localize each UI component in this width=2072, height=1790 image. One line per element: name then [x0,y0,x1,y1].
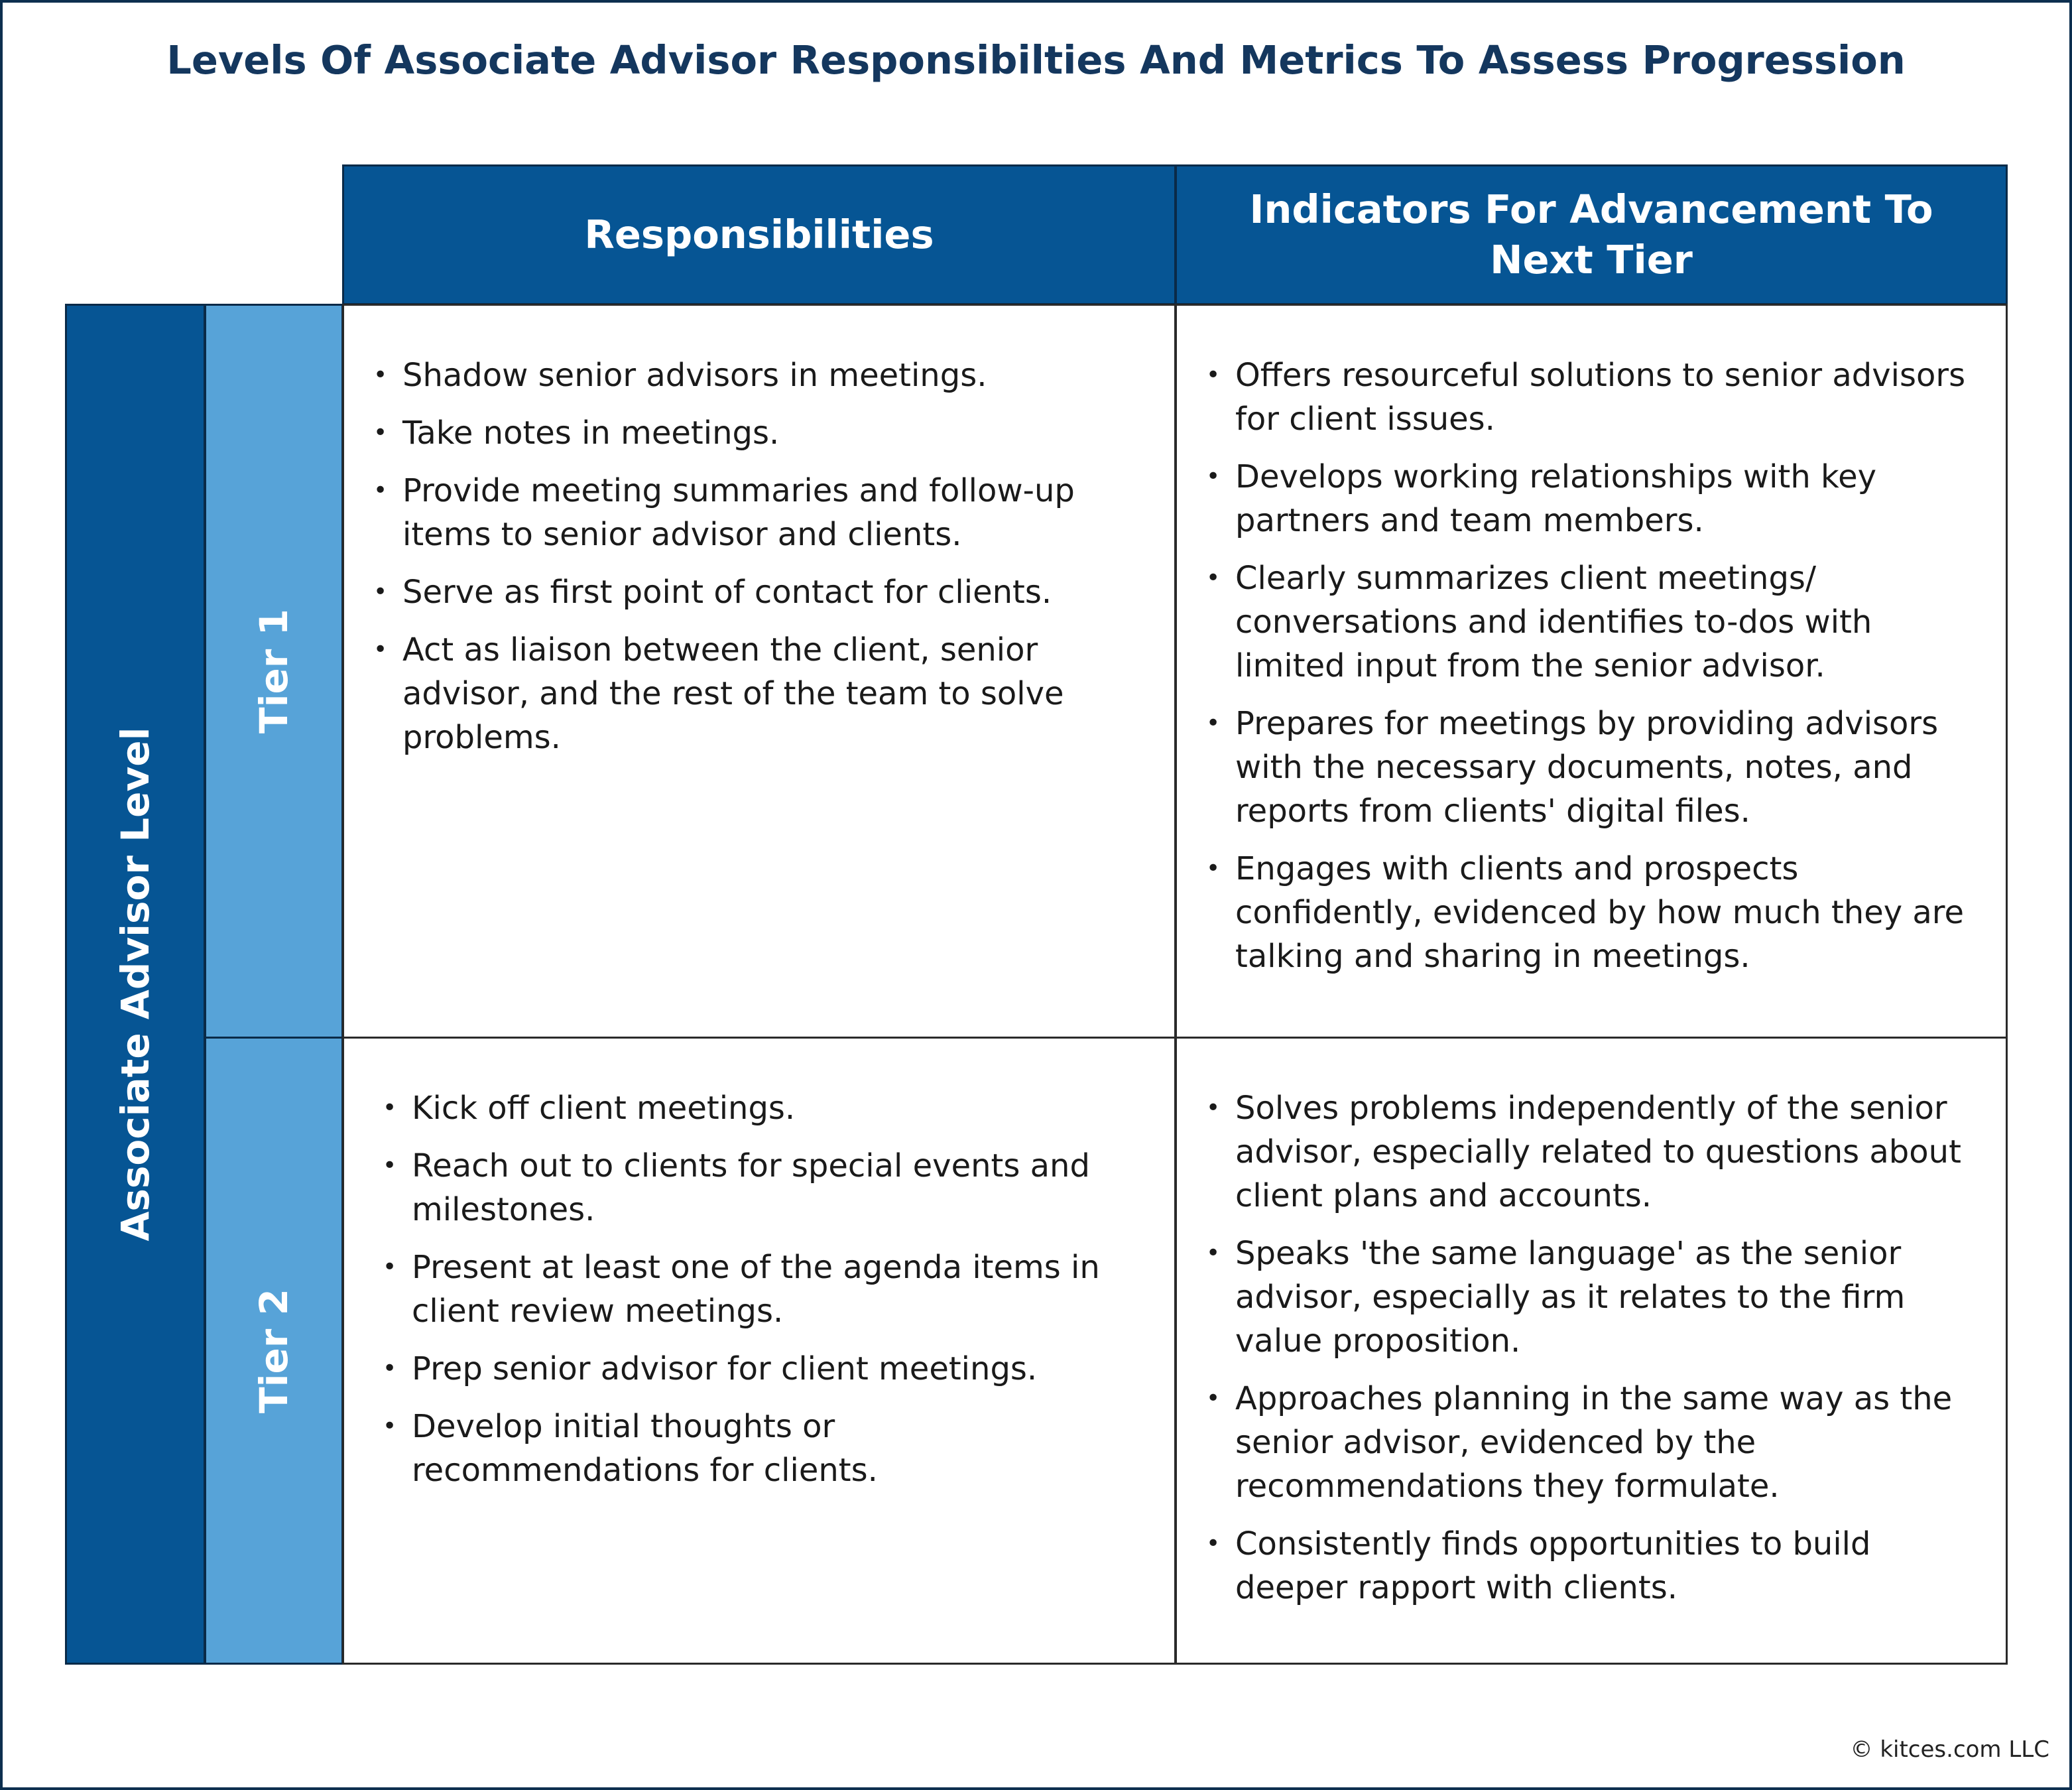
list-item: • Develops working relationships with key partners and team members. [1203,455,1986,543]
tier-1-responsibilities-cell [342,304,1176,1039]
list-item: • Provide meeting summaries and follow-up items to senior advisor and clients. [371,469,1146,556]
responsibilities-header [342,164,1176,305]
list-item: • Act as liaison between the client, senior advisor, and the rest of the team to solve problems. [371,628,1146,759]
indicators-header [1175,164,2008,305]
tier-1-label: Tier 1 [251,609,296,734]
responsibilities-header-label: Responsibilities [584,212,934,257]
tier-2-responsibilities-list [380,1086,1123,1506]
list-item: • Prepares for meetings by providing advisors with the necessary documents, notes, and reports from clients' digital files. [1203,702,1986,833]
list-item: • Serve as first point of contact for clients. [371,570,1146,614]
list-item: • Prep senior advisor for client meetings. [380,1347,1123,1391]
list-item: • Solves problems independently of the senior advisor, especially related to questions about client plans and accounts. [1203,1086,1986,1218]
list-item: • Take notes in meetings. [371,411,1146,455]
list-item: • Offers resourceful solutions to senior advisors for client issues. [1203,353,1986,441]
list-item: • Engages with clients and prospects confidently, evidenced by how much they are talking and sharing in meetings. [1203,847,1986,978]
list-item: • Speaks 'the same language' as the senior advisor, especially as it relates to the firm value proposition. [1203,1232,1986,1363]
list-item: • Kick off client meetings. [380,1086,1123,1130]
associate-advisor-level-label: Associate Advisor Level [113,727,158,1242]
tier-1-indicators-list [1203,353,1986,992]
tier-2-label: Tier 2 [251,1288,296,1413]
tier-2-responsibilities-cell [342,1037,1176,1665]
list-item: • Consistently finds opportunities to build deeper rapport with clients. [1203,1522,1986,1610]
associate-advisor-level-cell [65,304,206,1665]
list-item: • Shadow senior advisors in meetings. [371,353,1146,397]
list-item: • Clearly summarizes client meetings/ conversations and identifies to-dos with limited input from the senior advisor. [1203,556,1986,688]
copyright-notice: © kitces.com LLC [1850,1736,2049,1763]
tier-1-cell [204,304,343,1039]
list-item: • Reach out to clients for special events and milestones. [380,1144,1123,1232]
page-title: Levels Of Associate Advisor Responsibilties And Metrics To Assess Progression [166,37,1906,83]
list-item: • Present at least one of the agenda items in client review meetings. [380,1246,1123,1333]
list-item: • Approaches planning in the same way as the senior advisor, evidenced by the recommendations they formulate. [1203,1377,1986,1508]
tier-2-indicators-list [1203,1086,1986,1624]
indicators-header-label: Indicators For Advancement To Next Tier [1249,186,1933,283]
tier-1-indicators-cell [1175,304,2008,1039]
tier-2-cell [204,1037,343,1665]
tier-2-indicators-cell [1175,1037,2008,1665]
list-item: • Develop initial thoughts or recommendations for clients. [380,1405,1123,1492]
tier-1-responsibilities-list [371,353,1146,773]
